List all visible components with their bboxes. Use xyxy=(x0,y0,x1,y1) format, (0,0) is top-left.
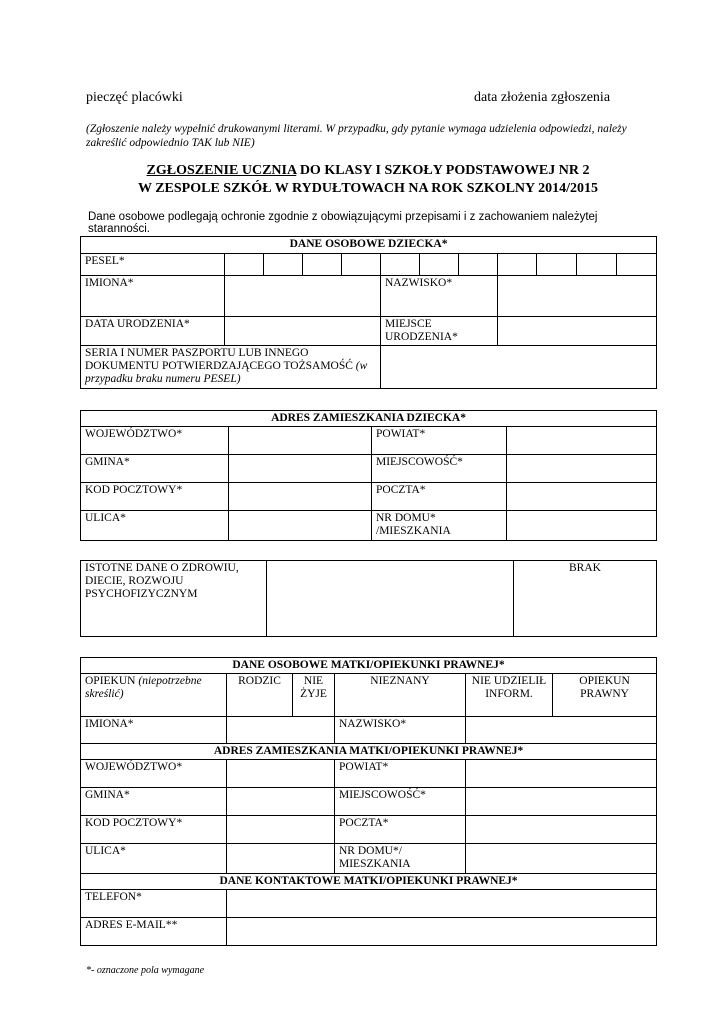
title-part1: ZGŁOSZENIE UCZNIA xyxy=(146,163,297,178)
mother-commune-label: GMINA* xyxy=(81,788,227,816)
child-voivodeship-field[interactable] xyxy=(229,427,372,455)
mother-email-label: ADRES E-MAIL** xyxy=(81,918,227,946)
pesel-label: PESEL* xyxy=(81,254,225,276)
pesel-digit-7[interactable] xyxy=(459,254,498,276)
guardian-type-note: (niepotrzebne skreślić) xyxy=(85,675,202,700)
birth-place-field[interactable] xyxy=(498,317,657,346)
pesel-digit-4[interactable] xyxy=(342,254,381,276)
mother-post-office-field[interactable] xyxy=(466,816,657,844)
pesel-digit-1[interactable] xyxy=(225,254,264,276)
child-data-table xyxy=(80,236,657,389)
child-county-field[interactable] xyxy=(507,427,657,455)
pesel-digit-6[interactable] xyxy=(420,254,459,276)
health-none-option[interactable]: BRAK xyxy=(514,561,657,637)
pesel-digit-3[interactable] xyxy=(303,254,342,276)
mother-first-names-field[interactable] xyxy=(227,717,335,744)
footnote: *- oznaczone pola wymagane xyxy=(86,965,205,976)
mother-email-field[interactable] xyxy=(227,918,657,946)
pesel-digit-11[interactable] xyxy=(617,254,657,276)
option-deceased[interactable]: NIE ŻYJE xyxy=(293,674,335,717)
child-address-section-title: ADRES ZAMIESZKANIA DZIECKA* xyxy=(81,411,657,427)
mother-street-field[interactable] xyxy=(227,844,335,874)
option-legal-guardian[interactable]: OPIEKUN PRAWNY xyxy=(553,674,657,717)
child-address-table xyxy=(80,410,657,541)
mother-postal-code-field[interactable] xyxy=(227,816,335,844)
mother-table xyxy=(80,657,657,946)
pesel-digit-9[interactable] xyxy=(537,254,577,276)
guardian-type-label: OPIEKUN (niepotrzebne skreślić) xyxy=(81,674,227,717)
privacy-note: Dane osobowe podlegają ochronie zgodnie z obowiązującymi przepisami i z zachowaniem należytej staranności. xyxy=(88,211,598,235)
mother-first-names-label: IMIONA* xyxy=(81,717,227,744)
mother-county-label: POWIAT* xyxy=(335,760,466,788)
passport-field[interactable] xyxy=(381,346,657,389)
option-no-info[interactable]: NIE UDZIELIŁ INFORM. xyxy=(466,674,553,717)
health-table xyxy=(80,560,657,637)
mother-voivodeship-field[interactable] xyxy=(227,760,335,788)
child-first-names-field[interactable] xyxy=(225,276,381,317)
mother-street-label: ULICA* xyxy=(81,844,227,874)
child-locality-field[interactable] xyxy=(507,455,657,483)
mother-section-title: DANE OSOBOWE MATKI/OPIEKUNKI PRAWNEJ* xyxy=(81,658,657,674)
child-surname-field[interactable] xyxy=(498,276,657,317)
option-parent[interactable]: RODZIC xyxy=(227,674,293,717)
mother-contact-section-title: DANE KONTAKTOWE MATKI/OPIEKUNKI PRAWNEJ* xyxy=(81,874,657,890)
mother-voivodeship-label: WOJEWÓDZTWO* xyxy=(81,760,227,788)
child-house-no-field[interactable] xyxy=(507,511,657,541)
mother-locality-label: MIEJSCOWOŚĆ* xyxy=(335,788,466,816)
birth-date-label: DATA URODZENIA* xyxy=(81,317,225,346)
mother-phone-label: TELEFON* xyxy=(81,890,227,918)
child-first-names-label: IMIONA* xyxy=(81,276,225,317)
child-surname-label: NAZWISKO* xyxy=(381,276,498,317)
pesel-digit-10[interactable] xyxy=(577,254,617,276)
option-unknown[interactable]: NIEZNANY xyxy=(335,674,466,717)
child-postal-code-label: KOD POCZTOWY* xyxy=(81,483,229,511)
mother-postal-code-label: KOD POCZTOWY* xyxy=(81,816,227,844)
child-locality-label: MIEJSCOWOŚĆ* xyxy=(372,455,507,483)
mother-locality-field[interactable] xyxy=(466,788,657,816)
child-street-field[interactable] xyxy=(229,511,372,541)
passport-note: (w przypadku braku numeru PESEL) xyxy=(85,360,368,385)
child-house-no-label: NR DOMU* /MIESZKANIA xyxy=(372,511,507,541)
mother-house-no-label: NR DOMU*/ MIESZKANIA xyxy=(335,844,466,874)
child-section-title: DANE OSOBOWE DZIECKA* xyxy=(81,237,657,254)
child-commune-field[interactable] xyxy=(229,455,372,483)
mother-post-office-label: POCZTA* xyxy=(335,816,466,844)
birth-date-field[interactable] xyxy=(225,317,381,346)
mother-commune-field[interactable] xyxy=(227,788,335,816)
submission-date-label: data złożenia zgłoszenia xyxy=(474,90,611,105)
child-post-office-label: POCZTA* xyxy=(372,483,507,511)
pesel-digit-5[interactable] xyxy=(381,254,420,276)
passport-label: SERIA I NUMER PASZPORTU LUB INNEGO DOKUMENTU POTWIERDZAJĄCEGO TOŻSAMOŚĆ (w przypadku braku numeru PESEL) xyxy=(81,346,381,389)
mother-address-section-title: ADRES ZAMIESZKANIA MATKI/OPIEKUNKI PRAWNEJ* xyxy=(81,744,657,760)
title-line2: W ZESPOLE SZKÓŁ W RYDUŁTOWACH NA ROK SZKOLNY 2014/2015 xyxy=(137,181,599,196)
mother-surname-field[interactable] xyxy=(466,717,657,744)
mother-house-no-field[interactable] xyxy=(466,844,657,874)
child-street-label: ULICA* xyxy=(81,511,229,541)
child-commune-label: GMINA* xyxy=(81,455,229,483)
title-part2: DO KLASY I SZKOŁY PODSTAWOWEJ NR 2 xyxy=(296,163,590,178)
instructions: (Zgłoszenie należy wypełnić drukowanymi literami. W przypadku, gdy pytanie wymaga udzielenia odpowiedzi, należy zakreślić odpowiednio TAK lub NIE) xyxy=(86,123,627,149)
child-voivodeship-label: WOJEWÓDZTWO* xyxy=(81,427,229,455)
stamp-label: pieczęć placówki xyxy=(86,90,183,105)
birth-place-label: MIEJSCE URODZENIA* xyxy=(381,317,498,346)
mother-surname-label: NAZWISKO* xyxy=(335,717,466,744)
pesel-digit-8[interactable] xyxy=(498,254,537,276)
child-postal-code-field[interactable] xyxy=(229,483,372,511)
health-label: ISTOTNE DANE O ZDROWIU, DIECIE, ROZWOJU PSYCHOFIZYCZNYM xyxy=(81,561,267,637)
pesel-digit-2[interactable] xyxy=(264,254,303,276)
child-post-office-field[interactable] xyxy=(507,483,657,511)
mother-county-field[interactable] xyxy=(466,760,657,788)
child-county-label: POWIAT* xyxy=(372,427,507,455)
form-title xyxy=(80,162,656,198)
mother-phone-field[interactable] xyxy=(227,890,657,918)
health-field[interactable] xyxy=(267,561,514,637)
